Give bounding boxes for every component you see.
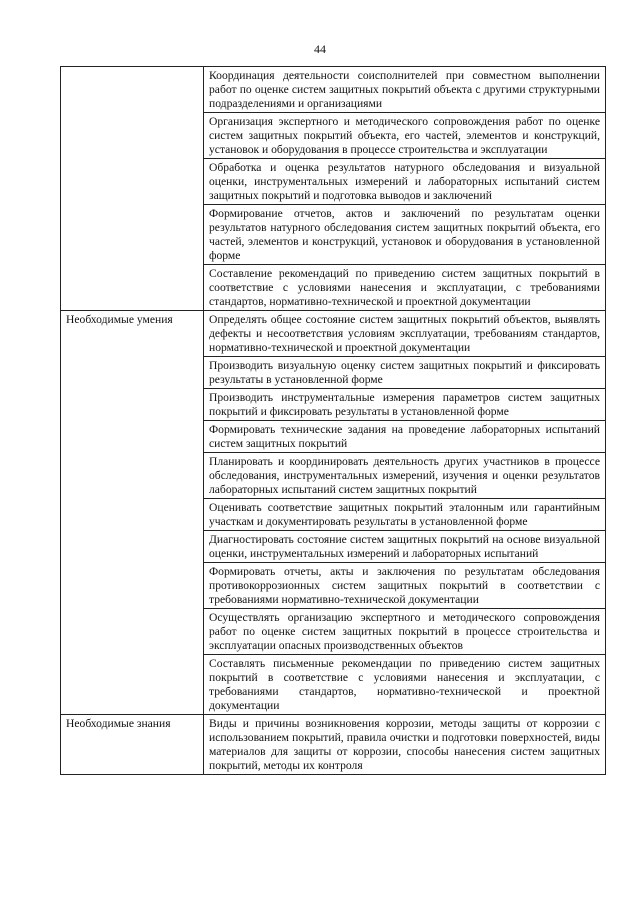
section-item: Оценивать соответствие защитных покрытий эталонным или гарантийным участкам и документировать результаты в установленной форме bbox=[204, 499, 606, 531]
section-item: Составление рекомендаций по приведению систем защитных покрытий в соответствие с условиями нанесения и эксплуатации, с требованиями стандартов, нормативно-технической и проектной документации bbox=[204, 265, 606, 311]
section-item: Обработка и оценка результатов натурного обследования и визуальной оценки, инструментальных измерений и лабораторных испытаний систем защитных покрытий и подготовка выводов и заключений bbox=[204, 159, 606, 205]
section-item: Осуществлять организацию экспертного и методического сопровождения работ по оценке систем защитных покрытий в процессе строительства и эксплуатации опасных производственных объектов bbox=[204, 609, 606, 655]
section-item: Формировать технические задания на проведение лабораторных испытаний систем защитных покрытий bbox=[204, 421, 606, 453]
section-item: Производить визуальную оценку систем защитных покрытий и фиксировать результаты в установленной форме bbox=[204, 357, 606, 389]
section-item: Формирование отчетов, актов и заключений по результатам оценки результатов натурного обследования систем защитных покрытий объекта, его частей, элементов и конструкций, установок и оборудования в установленной форме bbox=[204, 205, 606, 265]
table-row bbox=[61, 715, 606, 775]
competency-table bbox=[60, 66, 606, 775]
section-item: Планировать и координировать деятельность других участников в процессе обследования, инструментальных измерений, изучения и оценки результатов лабораторных испытаний систем защитных покрытий bbox=[204, 453, 606, 499]
section-item: Виды и причины возникновения коррозии, методы защиты от коррозии с использованием покрытий, правила очистки и подготовки поверхностей, виды материалов для защиты от коррозии, способы нанесения систем защитных покрытий, методы их контроля bbox=[204, 715, 606, 775]
page-number: 44 bbox=[314, 42, 326, 56]
section-item: Определять общее состояние систем защитных покрытий объектов, выявлять дефекты и несоответствия условиям эксплуатации, требованиям стандартов, нормативно-технической и проектной документации bbox=[204, 311, 606, 357]
section-label: Необходимые знания bbox=[61, 715, 204, 775]
section-label: Необходимые умения bbox=[61, 311, 204, 715]
section-item: Производить инструментальные измерения параметров систем защитных покрытий и фиксировать результаты в установленной форме bbox=[204, 389, 606, 421]
section-item: Формировать отчеты, акты и заключения по результатам обследования противокоррозионных систем защитных покрытий в соответствии с требованиями нормативно-технической документации bbox=[204, 563, 606, 609]
section-item: Организация экспертного и методического сопровождения работ по оценке систем защитных покрытий объекта, его частей, элементов и конструкций, установок и оборудования в процессе строительства и эксплуатации bbox=[204, 113, 606, 159]
table-row bbox=[61, 67, 606, 113]
section-item: Диагностировать состояние систем защитных покрытий на основе визуальной оценки, инструментальных измерений и лабораторных испытаний bbox=[204, 531, 606, 563]
table-row bbox=[61, 311, 606, 357]
section-item: Координация деятельности соисполнителей при совместном выполнении работ по оценке систем защитных покрытий объекта с другими структурными подразделениями и организациями bbox=[204, 67, 606, 113]
section-label bbox=[61, 67, 204, 311]
section-item: Составлять письменные рекомендации по приведению систем защитных покрытий в соответствие с условиями нанесения и эксплуатации, с требованиями стандартов, нормативно-технической и проектной документации bbox=[204, 655, 606, 715]
